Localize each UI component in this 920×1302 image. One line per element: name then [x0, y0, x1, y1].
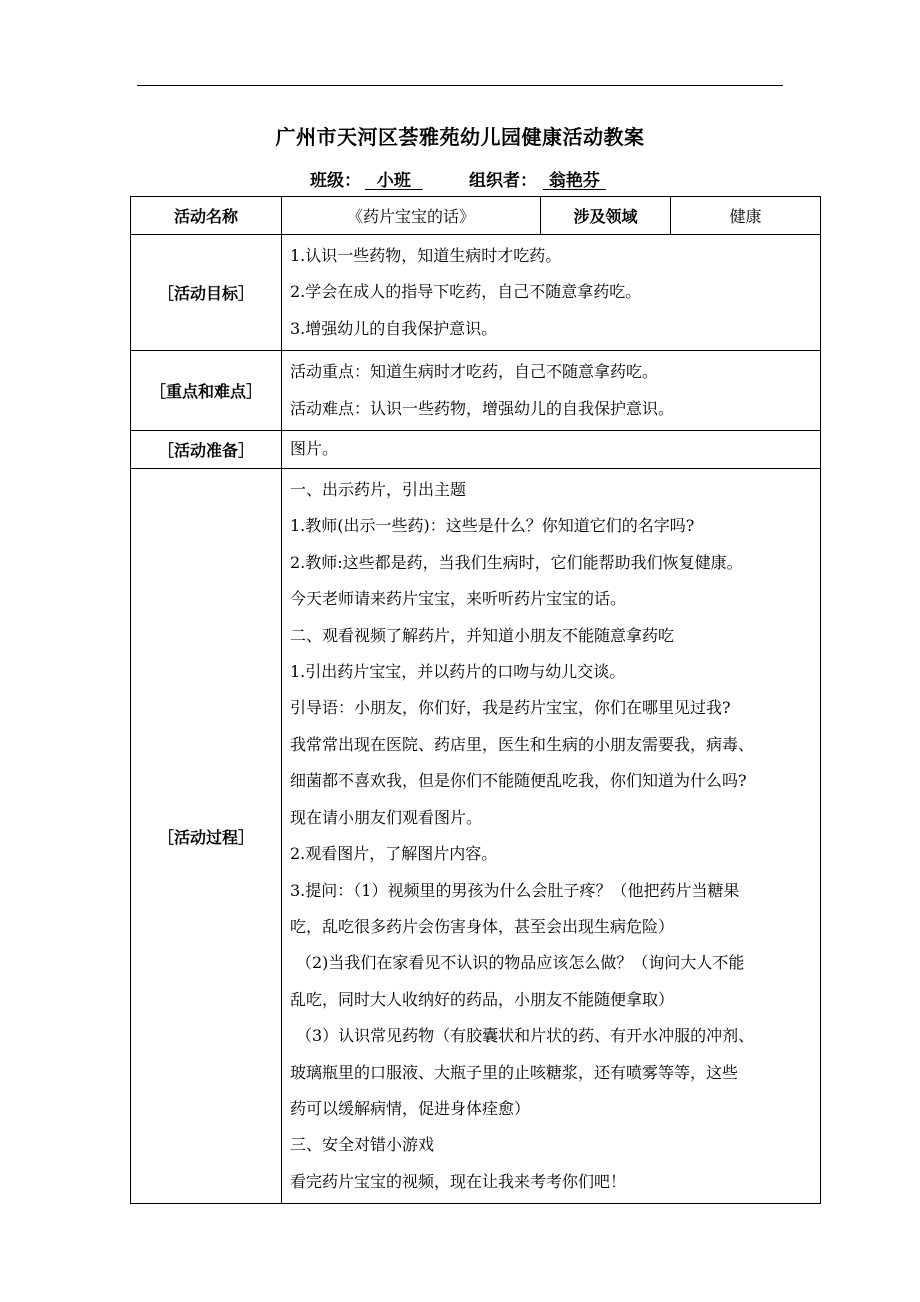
key-points-label: ［重点和难点］ [131, 351, 282, 431]
process-line: 玻璃瓶里的口服液、大瓶子里的止咳糖浆，还有喷雾等等，这些 [290, 1062, 739, 1082]
lesson-plan-table [130, 196, 821, 1204]
process-line: 3.提问：（1）视频里的男孩为什么会肚子疼？（他把药片当糖果 [290, 880, 740, 900]
row-process [131, 469, 821, 1204]
goals-label: ［活动目标］ [131, 235, 282, 351]
activity-name-value: 《药片宝宝的话》 [282, 197, 541, 235]
activity-name-label: 活动名称 [131, 197, 282, 235]
process-line: 药可以缓解病情，促进身体痊愈） [290, 1098, 531, 1118]
process-line: 吃，乱吃很多药片会伤害身体，甚至会出现生病危险） [290, 916, 675, 936]
document-title: 广州市天河区荟雅苑幼儿园健康活动教案 [275, 125, 645, 149]
process-line: 2.教师:这些都是药，当我们生病时，它们能帮助我们恢复健康。 [290, 552, 743, 572]
key-points-content [282, 351, 821, 431]
header-rule [137, 85, 783, 86]
process-line: 细菌都不喜欢我，但是你们不能随便乱吃我，你们知道为什么吗? [290, 771, 747, 791]
process-line: 我常常出现在医院、药店里，医生和生病的小朋友需要我，病毒、 [290, 734, 755, 754]
process-line: 现在请小朋友们观看图片。 [290, 807, 483, 827]
process-line: 引导语：小朋友，你们好，我是药片宝宝，你们在哪里见过我? [290, 698, 731, 718]
process-line: 乱吃，同时大人收纳好的药品，小朋友不能随便拿取） [290, 989, 675, 1009]
process-content [282, 469, 821, 1204]
row-preparation [131, 431, 821, 469]
key-point-line: 活动难点：认识一些药物，增强幼儿的自我保护意识。 [290, 398, 675, 418]
domain-value: 健康 [671, 197, 821, 235]
class-value: 小班 [376, 171, 411, 191]
domain-label: 涉及领域 [541, 197, 671, 235]
row-goals [131, 235, 821, 351]
goal-line: 1.认识一些药物，知道生病时才吃药。 [290, 246, 562, 265]
process-line: （2)当我们在家看见不认识的物品应该怎么做？（询问大人不能 [296, 953, 745, 973]
key-point-line: 活动重点：知道生病时才吃药，自己不随意拿药吃。 [290, 362, 659, 382]
process-line: 一、出示药片，引出主题 [290, 480, 467, 500]
process-line: 看完药片宝宝的视频，现在让我来考考你们吧！ [290, 1171, 627, 1191]
goals-content [282, 235, 821, 351]
process-line: 2.观看图片，了解图片内容。 [290, 844, 498, 864]
preparation-value: 图片。 [282, 431, 821, 469]
process-line: 1.教师(出示一些药)：这些是什么？你知道它们的名字吗? [290, 516, 695, 536]
process-line: （3）认识常见药物（有胶囊状和片状的药、有开水冲服的冲剂、 [296, 1026, 755, 1046]
process-line: 1.引出药片宝宝，并以药片的口吻与幼儿交谈。 [290, 662, 626, 682]
process-line: 二、观看视频了解药片，并知道小朋友不能随意拿药吃 [290, 625, 675, 645]
goal-line: 2.学会在成人的指导下吃药，自己不随意拿药吃。 [290, 282, 642, 302]
organizer-label: 组织者： [469, 171, 537, 191]
organizer-value: 翁艳芬 [548, 171, 600, 191]
goal-line: 3.增强幼儿的自我保护意识。 [290, 318, 498, 338]
row-key-points [131, 351, 821, 431]
preparation-label: ［活动准备］ [131, 431, 282, 469]
process-label: ［活动过程］ [131, 469, 282, 1204]
process-line: 今天老师请来药片宝宝，来听听药片宝宝的话。 [290, 589, 627, 609]
process-line: 三、安全对错小游戏 [290, 1135, 435, 1155]
meta-line [0, 166, 920, 192]
row-activity-name [131, 197, 821, 235]
class-label: 班级： [310, 171, 361, 191]
